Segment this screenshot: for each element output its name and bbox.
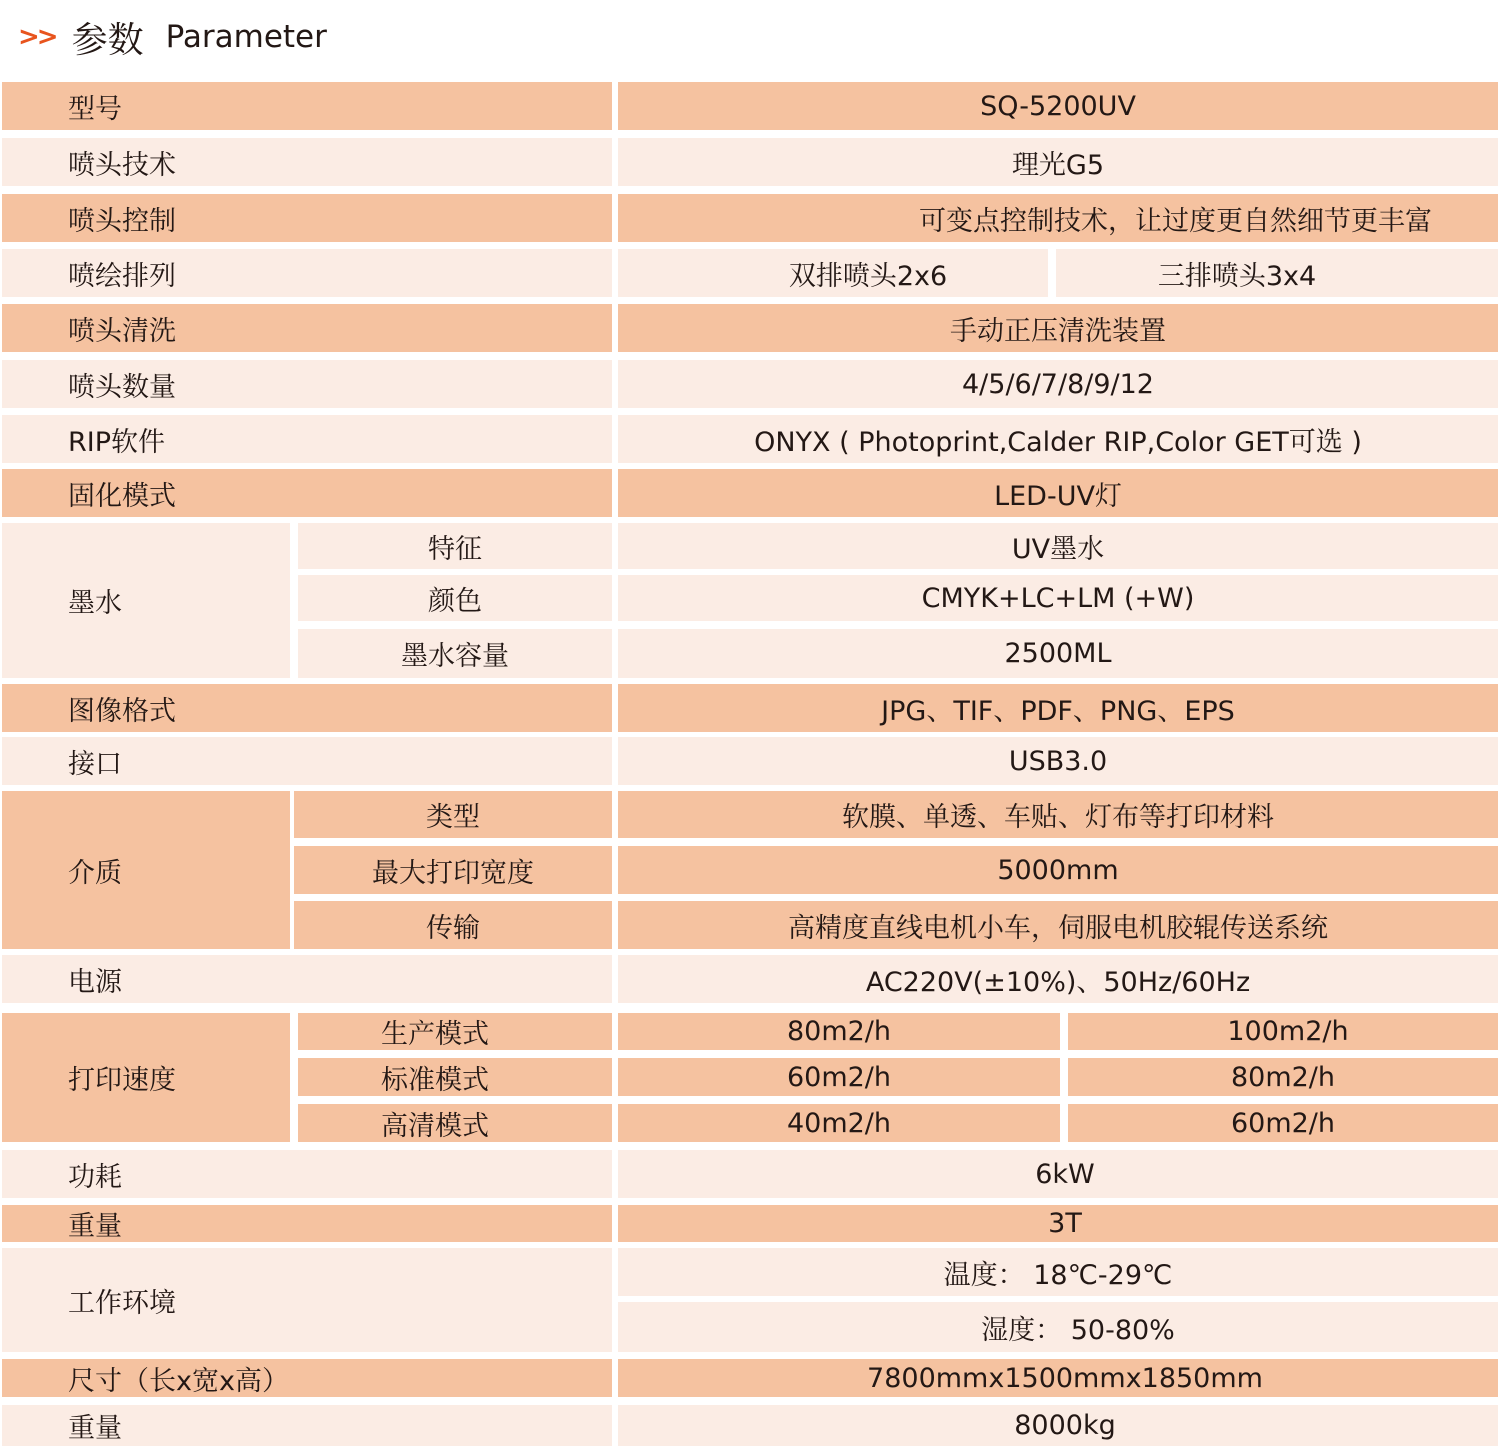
nozzle-tech-value: 理光G5 <box>618 138 1498 186</box>
speed-hd-value-a: 40m2/h <box>618 1104 1060 1142</box>
curing-label: 固化模式 <box>2 469 612 517</box>
page-title-en: Parameter <box>165 19 327 55</box>
model-label: 型号 <box>2 82 612 130</box>
size-label: 尺寸（长x宽x高） <box>2 1359 612 1397</box>
speed-hd-value-b: 60m2/h <box>1068 1104 1498 1142</box>
image-format-value: JPG、TIF、PDF、PNG、EPS <box>618 684 1498 732</box>
ink-feature-value: UV墨水 <box>618 523 1498 569</box>
media-transfer-value: 高精度直线电机小车，伺服电机胶辊传送系统 <box>618 901 1498 949</box>
weight-value: 3T <box>618 1205 1498 1242</box>
nozzle-count-value: 4/5/6/7/8/9/12 <box>618 360 1498 408</box>
nozzle-control-label: 喷头控制 <box>2 194 612 242</box>
page-title-zh: 参数 <box>71 19 144 61</box>
media-max-width-value: 5000mm <box>618 846 1498 894</box>
speed-standard-label: 标准模式 <box>298 1058 612 1096</box>
nozzle-count-label: 喷头数量 <box>2 360 612 408</box>
model-value: SQ-5200UV <box>618 82 1498 130</box>
weight-label: 重量 <box>2 1205 612 1242</box>
net-weight-label: 重量 <box>2 1405 612 1446</box>
environment-humidity: 湿度： 50-80% <box>618 1302 1498 1352</box>
ink-capacity-label: 墨水容量 <box>298 629 612 678</box>
speed-standard-value-a: 60m2/h <box>618 1058 1060 1096</box>
cleaning-label: 喷头清洗 <box>2 304 612 352</box>
environment-label: 工作环境 <box>2 1248 612 1352</box>
media-type-label: 类型 <box>294 791 612 838</box>
speed-standard-value-b: 80m2/h <box>1068 1058 1498 1096</box>
ink-label: 墨水 <box>2 523 290 678</box>
media-type-value: 软膜、单透、车贴、灯布等打印材料 <box>618 791 1498 838</box>
media-transfer-label: 传输 <box>294 901 612 949</box>
page-header <box>18 12 327 62</box>
ink-capacity-value: 2500ML <box>618 629 1498 678</box>
media-max-width-label: 最大打印宽度 <box>294 846 612 894</box>
double-arrow-icon: >> <box>18 22 56 52</box>
interface-value: USB3.0 <box>618 737 1498 785</box>
size-value: 7800mmx1500mmx1850mm <box>618 1359 1498 1397</box>
speed-production-value-a: 80m2/h <box>618 1013 1060 1050</box>
curing-value: LED-UV灯 <box>618 469 1498 517</box>
print-speed-label: 打印速度 <box>2 1013 290 1142</box>
arrangement-label: 喷绘排列 <box>2 249 612 297</box>
rip-value: ONYX ( Photoprint,Calder RIP,Color GET可选 ) <box>618 415 1498 463</box>
arrangement-value-a: 双排喷头2x6 <box>618 249 1048 297</box>
speed-production-label: 生产模式 <box>298 1013 612 1050</box>
image-format-label: 图像格式 <box>2 684 612 732</box>
speed-production-value-b: 100m2/h <box>1068 1013 1498 1050</box>
arrangement-value-b: 三排喷头3x4 <box>1056 249 1498 297</box>
speed-hd-label: 高清模式 <box>298 1104 612 1142</box>
power-label: 电源 <box>2 955 612 1003</box>
ink-color-value: CMYK+LC+LM (+W) <box>618 575 1498 621</box>
consumption-label: 功耗 <box>2 1150 612 1198</box>
nozzle-control-value: 可变点控制技术，让过度更自然细节更丰富 <box>618 194 1498 242</box>
net-weight-value: 8000kg <box>618 1405 1498 1446</box>
interface-label: 接口 <box>2 737 612 785</box>
cleaning-value: 手动正压清洗装置 <box>618 304 1498 352</box>
power-value: AC220V(±10%)、50Hz/60Hz <box>618 955 1498 1003</box>
environment-temperature: 温度： 18℃-29℃ <box>618 1248 1498 1296</box>
rip-label: RIP软件 <box>2 415 612 463</box>
ink-color-label: 颜色 <box>298 575 612 621</box>
consumption-value: 6kW <box>618 1150 1498 1198</box>
ink-feature-label: 特征 <box>298 523 612 569</box>
nozzle-tech-label: 喷头技术 <box>2 138 612 186</box>
media-label: 介质 <box>2 791 290 949</box>
